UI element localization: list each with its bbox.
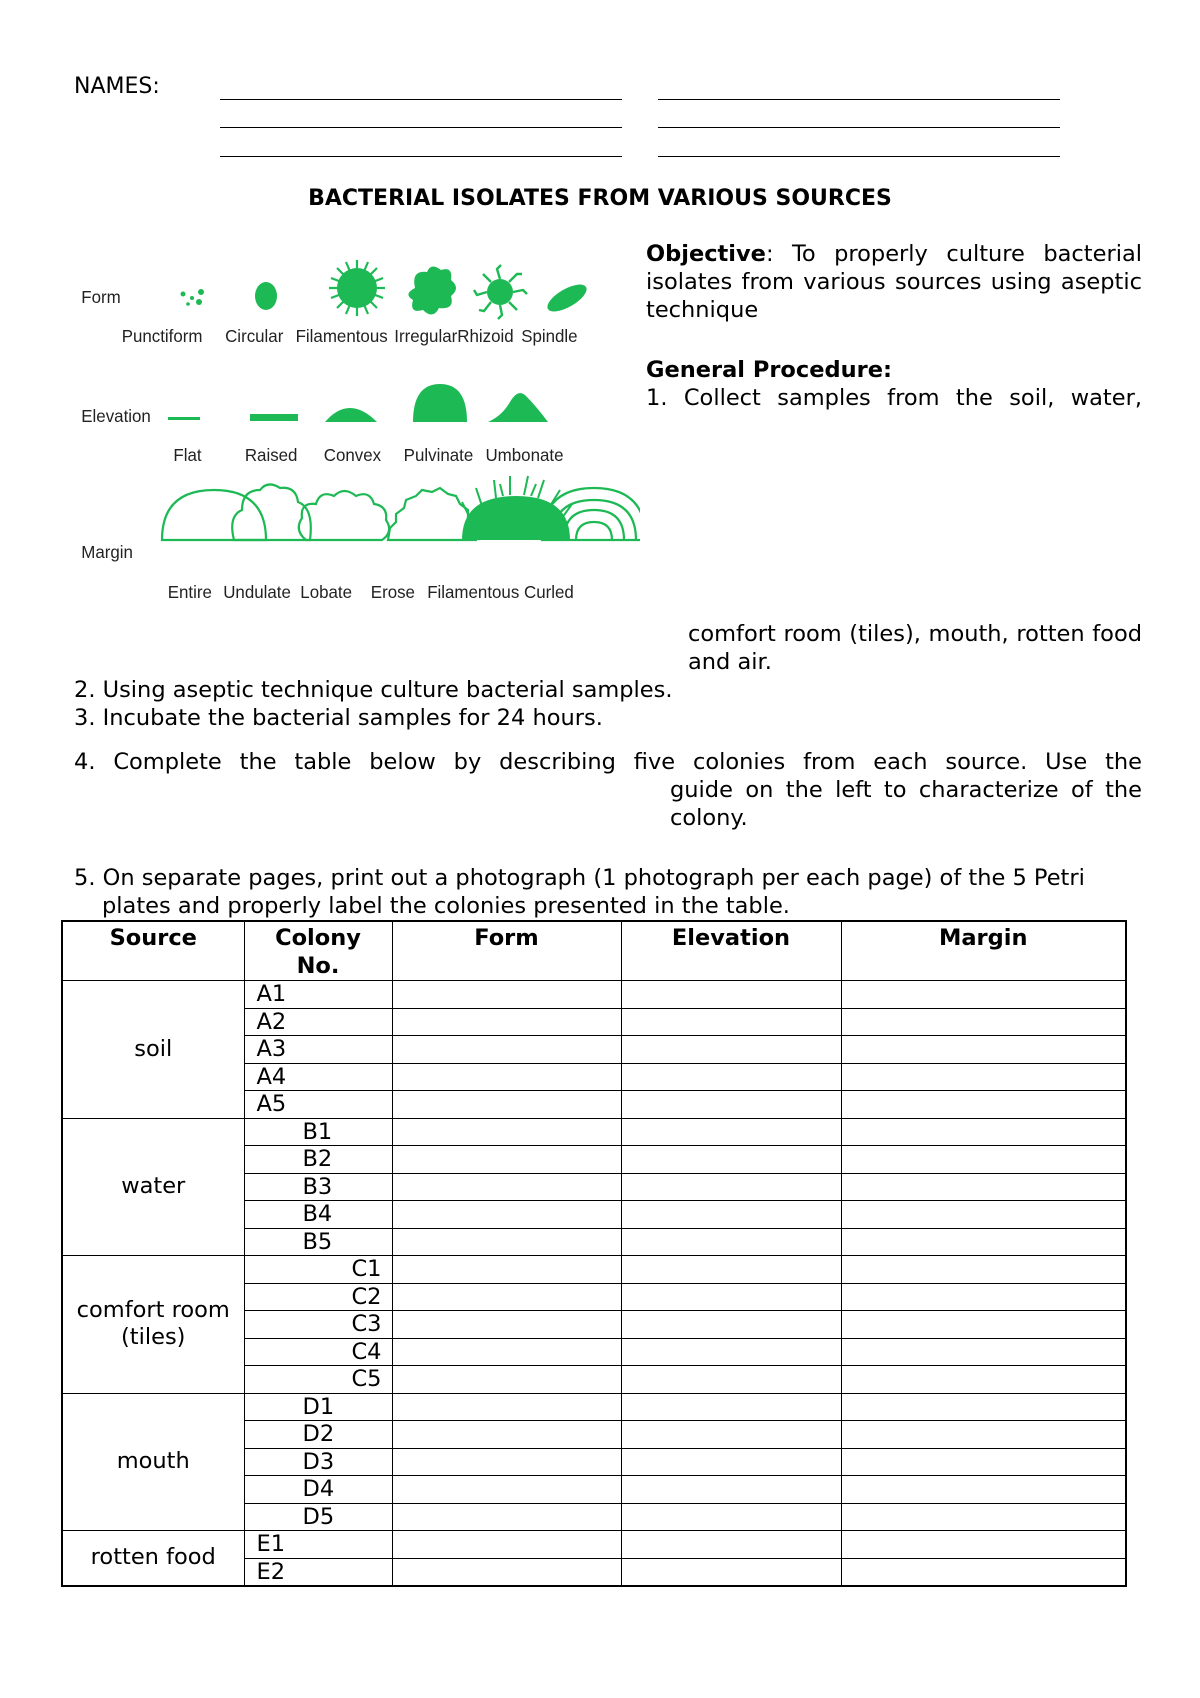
irregular-shape [408,266,456,314]
margin-cell[interactable] [841,1063,1126,1091]
colony-table [61,920,1127,1587]
colony-no-cell: A3 [244,1036,392,1064]
elevation-cell[interactable] [621,1503,841,1531]
procedure-step4-start: 4. Complete the table below by describing five colonies from each source. Use the [74,749,1142,775]
elevation-cell[interactable] [621,1476,841,1504]
margin-cell[interactable] [841,1283,1126,1311]
filamentous-margin-shape [462,476,572,540]
elevation-cell[interactable] [621,1201,841,1229]
row-label-margin: Margin [81,541,133,563]
form-cell[interactable] [392,1311,621,1339]
elevation-cell[interactable] [621,1393,841,1421]
margin-cell[interactable] [841,1448,1126,1476]
colony-no-cell: C5 [244,1366,392,1394]
colony-no-cell: C2 [244,1283,392,1311]
form-label-circular: Circular [225,325,284,347]
form-cell[interactable] [392,1558,621,1586]
elevation-cell[interactable] [621,1338,841,1366]
colony-no-cell: B2 [244,1146,392,1174]
form-label-rhizoid: Rhizoid [457,325,514,347]
margin-cell[interactable] [841,1256,1126,1284]
margin-cell[interactable] [841,1476,1126,1504]
form-label-irregular: Irregular [394,325,458,347]
flat-shape [168,417,200,420]
source-cell: water [62,1118,244,1256]
header-form: Form [392,921,621,981]
elevation-cell[interactable] [621,1311,841,1339]
table-row [62,1393,1126,1421]
umbonate-shape [488,393,548,422]
colony-no-cell: D3 [244,1448,392,1476]
margin-cell[interactable] [841,1393,1126,1421]
form-cell[interactable] [392,1173,621,1201]
colony-no-cell: D2 [244,1421,392,1449]
form-cell[interactable] [392,1118,621,1146]
elevation-cell[interactable] [621,1366,841,1394]
elevation-label-umbonate: Umbonate [485,444,564,466]
margin-cell[interactable] [841,1146,1126,1174]
form-cell[interactable] [392,1503,621,1531]
raised-shape [250,414,298,421]
margin-cell[interactable] [841,1036,1126,1064]
procedure-step1-end [688,620,1142,676]
elevation-cell[interactable] [621,1448,841,1476]
source-cell: comfort room (tiles) [62,1256,244,1394]
colony-no-cell: A4 [244,1063,392,1091]
colony-no-cell: D1 [244,1393,392,1421]
form-cell[interactable] [392,1036,621,1064]
row-label-form: Form [81,286,121,308]
margin-label-erose: Erose [370,581,415,603]
elevation-cell[interactable] [621,1558,841,1586]
form-cell[interactable] [392,1338,621,1366]
names-label: NAMES: [74,74,160,99]
name-line-3[interactable] [220,127,622,128]
header-elevation: Elevation [621,921,841,981]
margin-cell[interactable] [841,1173,1126,1201]
margin-label-filamentous: Filamentous [427,581,520,603]
table-row [62,1256,1126,1284]
margin-label-entire: Entire [167,581,212,603]
margin-cell[interactable] [841,1311,1126,1339]
circular-shape [255,282,277,310]
form-label-punctiform: Punctiform [121,325,203,347]
colony-morphology-guide [70,240,640,620]
elevation-label-raised: Raised [244,444,298,466]
form-cell[interactable] [392,981,621,1009]
colony-no-cell: B4 [244,1201,392,1229]
punctiform-shape [181,289,205,306]
form-label-spindle: Spindle [521,325,578,347]
header-margin: Margin [841,921,1126,981]
form-cell[interactable] [392,1228,621,1256]
colony-no-cell: E1 [244,1531,392,1559]
form-cell[interactable] [392,1448,621,1476]
colony-no-cell: B1 [244,1118,392,1146]
colony-no-cell: D5 [244,1503,392,1531]
elevation-cell[interactable] [621,1531,841,1559]
elevation-label-convex: Convex [323,444,382,466]
margin-cell[interactable] [841,1338,1126,1366]
form-cell[interactable] [392,1393,621,1421]
margin-cell[interactable] [841,1008,1126,1036]
procedure-step1-end-text: comfort room (tiles), mouth, rotten food and air. [688,621,1142,675]
elevation-cell[interactable] [621,1421,841,1449]
margin-cell[interactable] [841,1201,1126,1229]
margin-label-lobate: Lobate [300,581,353,603]
margin-cell[interactable] [841,1531,1126,1559]
elevation-cell[interactable] [621,1228,841,1256]
margin-cell[interactable] [841,1091,1126,1119]
name-line-4[interactable] [658,127,1060,128]
source-cell: soil [62,981,244,1119]
form-label-filamentous: Filamentous [295,325,388,347]
spindle-shape [543,279,590,317]
entire-margin-shape [162,490,266,540]
elevation-cell[interactable] [621,1036,841,1064]
procedure-step2: 2. Using aseptic technique culture bacterial samples. [74,677,673,703]
source-cell: rotten food [62,1531,244,1586]
name-line-1[interactable] [220,99,622,100]
form-cell[interactable] [392,1008,621,1036]
elevation-cell[interactable] [621,1063,841,1091]
colony-no-cell: A2 [244,1008,392,1036]
form-cell[interactable] [392,1091,621,1119]
table-row [62,1531,1126,1559]
elevation-label-pulvinate: Pulvinate [403,444,474,466]
form-cell[interactable] [392,1366,621,1394]
elevation-cell[interactable] [621,1008,841,1036]
colony-no-cell: C1 [244,1256,392,1284]
filamentous-form-shape [329,260,385,316]
elevation-cell[interactable] [621,1091,841,1119]
objective-label: Objective [646,241,766,267]
procedure-step1-start: 1. Collect samples from the soil, water, [646,385,1142,411]
colony-no-cell: E2 [244,1558,392,1586]
morphology-figure [70,240,640,620]
colony-no-cell: C4 [244,1338,392,1366]
table-row [62,981,1126,1009]
header-colony-no: Colony No. [244,921,392,981]
form-cell[interactable] [392,1063,621,1091]
form-cell[interactable] [392,1531,621,1559]
elevation-label-flat: Flat [173,444,202,466]
elevation-cell[interactable] [621,1173,841,1201]
colony-no-cell: A5 [244,1091,392,1119]
elevation-cell[interactable] [621,1256,841,1284]
margin-cell[interactable] [841,1366,1126,1394]
colony-no-cell: B3 [244,1173,392,1201]
form-cell[interactable] [392,1256,621,1284]
name-line-2[interactable] [658,99,1060,100]
colony-no-cell: C3 [244,1311,392,1339]
objective-text: : To properly culture bacterial isolates from various sources using aseptic technique [646,241,1142,323]
margin-label-undulate: Undulate [223,581,291,603]
name-line-6[interactable] [658,156,1060,157]
procedure-step5: 5. On separate pages, print out a photograph (1 photograph per each page) of the 5 Petri plates and properly label the colonies presented in the table. [74,865,1085,919]
margin-cell[interactable] [841,1503,1126,1531]
elevation-cell[interactable] [621,1146,841,1174]
rhizoid-shape [474,265,527,319]
general-procedure [646,356,1142,412]
margin-cell[interactable] [841,1118,1126,1146]
margin-cell[interactable] [841,1558,1126,1586]
page-title: BACTERIAL ISOLATES FROM VARIOUS SOURCES [308,186,892,211]
colony-no-cell: A1 [244,981,392,1009]
elevation-cell[interactable] [621,981,841,1009]
header-source: Source [62,921,244,981]
table-header-row [62,921,1126,981]
form-cell[interactable] [392,1201,621,1229]
colony-no-cell: D4 [244,1476,392,1504]
procedure-step4-end: guide on the left to characterize of the colony. [670,777,1142,831]
elevation-cell[interactable] [621,1283,841,1311]
objective-paragraph [646,240,1142,324]
margin-label-curled: Curled [524,581,574,603]
lobate-margin-shape [299,491,389,540]
form-cell[interactable] [392,1283,621,1311]
margin-cell[interactable] [841,1421,1126,1449]
margin-cell[interactable] [841,981,1126,1009]
colony-no-cell: B5 [244,1228,392,1256]
row-label-elevation: Elevation [81,405,151,427]
convex-shape [325,408,377,422]
pulvinate-shape [413,384,467,422]
form-cell[interactable] [392,1421,621,1449]
name-line-5[interactable] [220,156,622,157]
table-row [62,1118,1126,1146]
elevation-cell[interactable] [621,1118,841,1146]
form-cell[interactable] [392,1146,621,1174]
procedure-step3: 3. Incubate the bacterial samples for 24 hours. [74,705,603,731]
margin-cell[interactable] [841,1228,1126,1256]
source-cell: mouth [62,1393,244,1531]
form-cell[interactable] [392,1476,621,1504]
procedure-heading: General Procedure: [646,357,892,383]
